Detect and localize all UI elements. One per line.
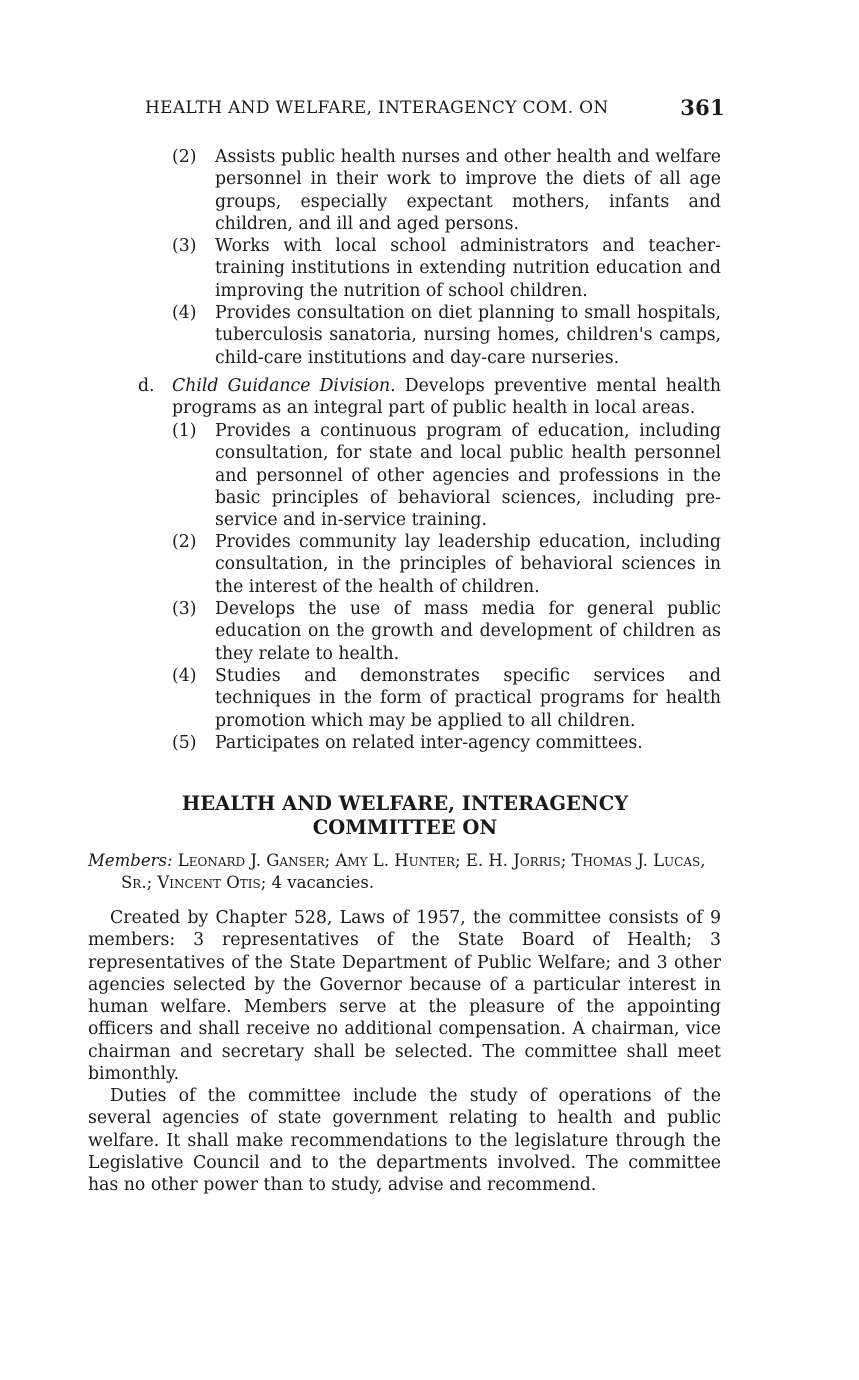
section-marker: d. [138,376,155,396]
list-item [0,665,721,732]
item-text: Provides community lay leadership education, including consultation, in the principles of behavioral sciences in the interest of the health of children. [215,532,721,597]
item-text: Works with local school administrators and teacher-training institutions in extending nutrition education and improving the nutrition of school children. [215,236,721,301]
list-item [0,146,721,235]
list-item [0,302,721,369]
list-item [0,732,721,755]
running-title: HEALTH AND WELFARE, INTERAGENCY COM. ON [145,98,609,118]
list-item [0,531,721,598]
committee-paragraph-1: Created by Chapter 528, Laws of 1957, the committee consists of 9 members: 3 representatives of the State Board of Health; 3 representatives of the State Department of Public Welfare; and 3 other agencies selected by the Governor because of a particular interest in human welfare. Members serve at the pleasure of the appointing officers and shall receive no additional compensation. A chairman, vice chairman and secretary shall be selected. The committee shall meet bimonthly. [88,908,721,1085]
item-text: Provides consultation on diet planning to small hospitals, tuberculosis sanatoria, nursing homes, children's camps, child-care institutions and day-care nurseries. [215,303,721,368]
item-text: Participates on related inter-agency committees. [215,733,643,753]
item-text: Develops the use of mass media for general public education on the growth and development of children as they relate to health. [215,599,721,664]
list-item [0,420,721,531]
page-number: 361 [680,95,725,120]
item-text: Studies and demonstrates specific services and techniques in the form of practical programs for health promotion which may be applied to all children. [215,666,721,731]
list-item [0,598,721,665]
nutrition-items-list [0,146,859,369]
running-header [145,95,725,120]
members-label: Members: [88,851,173,870]
item-number: (4) [172,303,197,323]
item-text: Provides a continuous program of education, including consultation, for state and local public health personnel and personnel of other agencies and professions in the basic principles of behavioral sciences, including pre-service and in-service training. [215,421,721,531]
division-description: Develops preventive mental health programs as an integral part of public health in local areas. [172,376,721,419]
item-number: (3) [172,236,197,256]
committee-paragraph-2: Duties of the committee include the study of operations of the several agencies of state government relating to health and public welfare. It shall make recommendations to the legislature through the Legislative Council and to the departments involved. The committee has no other power than to study, advise and recommend. [88,1086,721,1196]
division-name: Child Guidance Division. [172,376,396,396]
section-heading [120,792,690,840]
heading-line-1: HEALTH AND WELFARE, INTERAGENCY [181,792,629,815]
list-item [0,235,721,302]
members-line [88,850,721,895]
members-names: Leonard J. Ganser; Amy L. Hunter; E. H. Jorris; Thomas J. Lucas, Sr.; Vincent Otis; [121,851,706,893]
item-number: (2) [172,147,197,167]
section-intro [0,375,721,420]
item-number: (5) [172,733,197,753]
child-guidance-section [0,375,859,755]
item-number: (2) [172,532,197,552]
item-number: (4) [172,666,197,686]
heading-line-2: COMMITTEE ON [312,816,498,839]
members-vacancies: 4 vacancies. [271,873,375,893]
item-number: (3) [172,599,197,619]
item-text: Assists public health nurses and other health and welfare personnel in their work to improve the diets of all age groups, especially expectant mothers, infants and children, and ill and aged persons. [215,147,721,234]
item-number: (1) [172,421,197,441]
